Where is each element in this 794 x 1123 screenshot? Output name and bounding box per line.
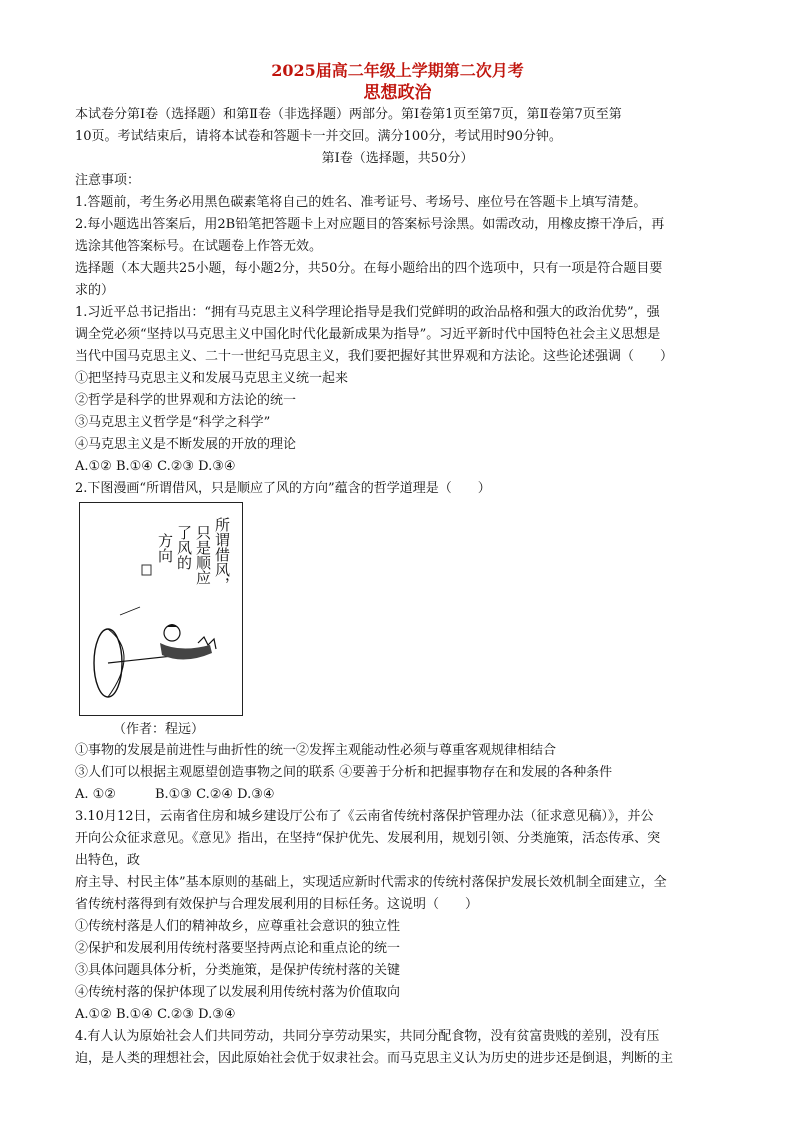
question-stem: 2.下图漫画“所谓借风，只是顺应了风的方向”蕴含的哲学道理是（ ）: [75, 481, 491, 496]
notice-item: 选涂其他答案标号。在试题卷上作答无效。: [75, 239, 323, 254]
section-heading: 第Ⅰ卷（选择题，共50分）: [321, 151, 474, 166]
answer-choices: A. ①② B.①③ C.②④ D.③④: [75, 787, 275, 802]
option-item: ④马克思主义是不断发展的开放的理论: [75, 437, 297, 452]
question-2: [75, 478, 720, 806]
option-item: ③马克思主义哲学是“科学之科学”: [75, 415, 271, 430]
cartoon-text-col: 只是顺应: [194, 525, 212, 585]
exam-title: 2025届高二年级上学期第二次月考: [271, 61, 524, 80]
exam-page: [75, 60, 720, 1070]
option-item: ①把坚持马克思主义和发展马克思主义统一起来: [75, 371, 349, 386]
option-item: ④传统村落的保护体现了以发展利用传统村落为价值取向: [75, 985, 401, 1000]
cartoon-caption: （作者：程远）: [113, 722, 205, 737]
question-stem: 当代中国马克思主义、二十一世纪马克思主义，我们要把握好其世界观和方法论。这些论述强调（ ）: [75, 349, 674, 364]
notice-heading: 注意事项：: [75, 173, 141, 188]
question-stem: 省传统村落得到有效保护与合理发展利用的目标任务。这说明（ ）: [75, 897, 479, 912]
question-stem: 开向公众征求意见。《意见》指出，在坚持“保护优先、发展利用，规划引领、分类施策，活态传承、突: [75, 831, 661, 846]
notice-item: 2.每小题选出答案后，用2B铅笔把答题卡上对应题目的答案标号涂黑。如需改动，用橡皮擦干净后，再: [75, 217, 665, 232]
question-stem: 3.10月12日，云南省住房和城乡建设厅公布了《云南省传统村落保护管理办法（征求意见稿）》，并公: [75, 809, 654, 824]
answer-choices: A.①② B.①④ C.②③ D.③④: [75, 1007, 236, 1022]
subject-title: 思想政治: [363, 83, 432, 103]
question-4: [75, 1026, 720, 1070]
selection-instructions: 选择题（本大题共25小题，每小题2分，共50分。在每小题给出的四个选项中，只有一项是符合题目要: [75, 261, 663, 276]
question-stem: 调全党必须“坚持以马克思主义中国化时代化最新成果为指导”。习近平新时代中国特色社会主义思想是: [75, 327, 661, 342]
question-stem: 府主导、村民主体”基本原则的基础上，实现适应新时代需求的传统村落保护发展长效机制全面建立，全: [75, 875, 667, 890]
cartoon-image: [79, 502, 243, 716]
question-1: [75, 302, 720, 478]
cartoon-text-col: 所谓借风，: [213, 517, 231, 592]
answer-choices: A.①② B.①④ C.②③ D.③④: [75, 459, 236, 474]
question-stem: 出特色，政: [75, 853, 141, 868]
cartoon-text-col: 了风的: [175, 525, 193, 570]
option-item: ①事物的发展是前进性与曲折性的统一②发挥主观能动性必须与尊重客观规律相结合: [75, 743, 557, 758]
intro-line: 10页。考试结束后，请将本试卷和答题卡一并交回。满分100分，考试用时90分钟。: [75, 129, 562, 144]
question-stem: 迫，是人类的理想社会，因此原始社会优于奴隶社会。而马克思主义认为历史的进步还是倒退，判断的主: [75, 1051, 674, 1066]
option-item: ②保护和发展利用传统村落要坚持两点论和重点论的统一: [75, 941, 401, 956]
cartoon-text-col: 方向: [156, 533, 174, 563]
question-stem: 1.习近平总书记指出：“拥有马克思主义科学理论指导是我们党鲜明的政治品格和强大的政治优势”，强: [75, 305, 660, 320]
question-3: [75, 806, 720, 1026]
option-item: ③人们可以根据主观愿望创造事物之间的联系 ④要善于分析和把握事物存在和发展的各种条件: [75, 765, 613, 780]
question-stem: 4.有人认为原始社会人们共同劳动，共同分享劳动果实，共同分配食物，没有贫富贵贱的差别，没有压: [75, 1029, 660, 1044]
option-item: ③具体问题具体分析，分类施策，是保护传统村落的关键: [75, 963, 401, 978]
intro-line: 本试卷分第Ⅰ卷（选择题）和第Ⅱ卷（非选择题）两部分。第Ⅰ卷第1页至第7页，第Ⅱ卷第7页至第: [75, 107, 622, 122]
option-item: ①传统村落是人们的精神故乡，应尊重社会意识的独立性: [75, 919, 401, 934]
selection-instructions: 求的）: [75, 283, 115, 298]
notice-item: 1.答题前，考生务必用黑色碳素笔将自己的姓名、准考证号、考场号、座位号在答题卡上填写清楚。: [75, 195, 647, 210]
option-item: ②哲学是科学的世界观和方法论的统一: [75, 393, 297, 408]
